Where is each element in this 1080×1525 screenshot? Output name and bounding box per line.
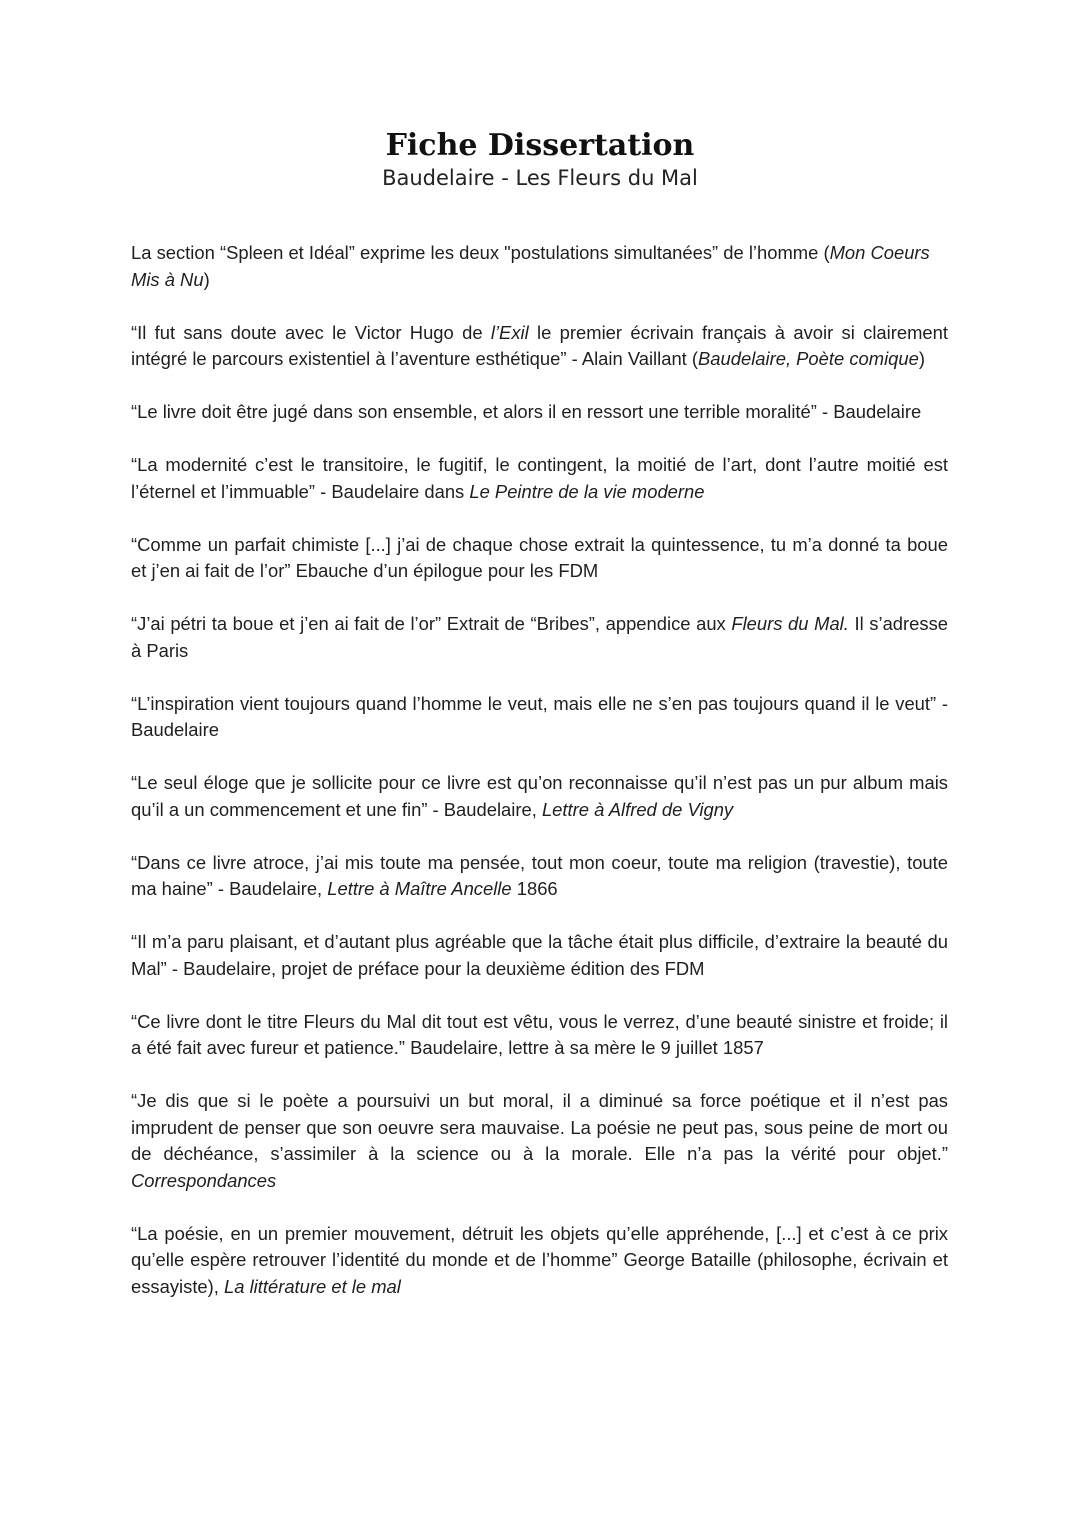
quote-source-italic: La littérature et le mal <box>224 1275 401 1297</box>
quote-source-italic: Lettre à Maître Ancelle <box>327 878 512 899</box>
quote-text: “Il fut sans doute avec le Victor Hugo de <box>131 321 491 343</box>
page-subtitle: Baudelaire - Les Fleurs du Mal <box>382 166 698 190</box>
quote-paragraph <box>131 850 948 903</box>
quote-text: “L’inspiration vient toujours quand l’homme le veut, mais elle ne s’en pas toujours quand il le veut” - Baudelaire <box>131 692 948 740</box>
quote-paragraph <box>131 929 948 982</box>
page-title: Fiche Dissertation <box>385 128 695 163</box>
quote-text: le premier écrivain français à avoir si clairement intégré le parcours existentiel à l’aventure esthétique” - Alain Vaillant ( <box>131 321 948 369</box>
quote-paragraph <box>131 770 948 823</box>
document-header <box>0 128 1080 192</box>
quote-text: “J’ai pétri ta boue et j’en ai fait de l’or” Extrait de “Bribes”, appendice aux <box>131 613 732 634</box>
quote-source-italic: Baudelaire, Poète comique <box>698 348 919 369</box>
quote-paragraph <box>131 452 948 505</box>
quote-paragraph <box>131 1009 948 1062</box>
quote-source-italic: Correspondances <box>131 1169 277 1191</box>
quote-text: “Le livre doit être jugé dans son ensemble, et alors il en ressort une terrible moralité” - Baudelaire <box>131 401 922 422</box>
quote-text: “Le seul éloge que je sollicite pour ce livre est qu’on reconnaisse qu’il n’est pas un pur album mais qu’il a un commencement et une fin” - Baudelaire, <box>131 772 948 820</box>
quote-paragraph <box>131 399 948 426</box>
quote-text: “Comme un parfait chimiste [...] j’ai de chaque chose extrait la quintessence, tu m’a donné ta boue et j’en ai fait de l’or” Ebauche d’un épilogue pour les FDM <box>131 533 948 581</box>
quote-source-italic: Mon Coeurs Mis à Nu <box>131 242 930 290</box>
quote-paragraph <box>131 1221 948 1301</box>
quote-list <box>131 240 948 1327</box>
quote-text: Il s’adresse à Paris <box>131 613 948 661</box>
quote-text: “Il m’a paru plaisant, et d’autant plus agréable que la tâche était plus difficile, d’extraire la beauté du Mal” - Baudelaire, projet de préface pour la deuxième édition des FDM <box>131 931 948 979</box>
quote-text: “Dans ce livre atroce, j’ai mis toute ma pensée, tout mon coeur, toute ma religion (travestie), toute ma haine” - Baudelaire, <box>131 851 948 899</box>
quote-text: ) <box>203 268 210 290</box>
quote-text: “La poésie, en un premier mouvement, détruit les objets qu’elle appréhende, [...] et c’est à ce prix qu’elle espère retrouver l’identité du monde et de l’homme” George Bataille (philosophe, écrivain et essayiste), <box>131 1222 948 1297</box>
quote-text: 1866 <box>511 878 558 899</box>
quote-source-italic: Le Peintre de la vie moderne <box>469 480 705 502</box>
quote-paragraph <box>131 240 948 293</box>
quote-text: La section “Spleen et Idéal” exprime les deux "postulations simultanées” de l’homme ( <box>131 242 830 263</box>
quote-paragraph <box>131 691 948 744</box>
quote-paragraph <box>131 532 948 585</box>
quote-paragraph <box>131 1088 948 1194</box>
quote-text: “Je dis que si le poète a poursuivi un but moral, il a diminué sa force poétique et il n’est pas imprudent de penser que son oeuvre sera mauvaise. La poésie ne peut pas, sous peine de mort ou de déchéance, s’assimiler à la science ou à la morale. Elle n’a pas la vérité pour objet.” <box>131 1090 948 1164</box>
quote-text: “Ce livre dont le titre Fleurs du Mal dit tout est vêtu, vous le verrez, d’une beauté sinistre et froide; il a été fait avec fureur et patience.” Baudelaire, lettre à sa mère le 9 juillet 1857 <box>131 1010 948 1058</box>
quote-paragraph <box>131 611 948 664</box>
quote-source-italic: l’Exil <box>490 321 529 343</box>
quote-paragraph <box>131 320 948 373</box>
quote-source-italic: Fleurs du Mal. <box>731 613 849 634</box>
quote-source-italic: Lettre à Alfred de Vigny <box>541 798 734 820</box>
quote-text: “La modernité c’est le transitoire, le fugitif, le contingent, la moitié de l’art, dont l’autre moitié est l’éternel et l’immuable” - Baudelaire dans <box>131 454 948 502</box>
quote-text: ) <box>918 348 925 369</box>
